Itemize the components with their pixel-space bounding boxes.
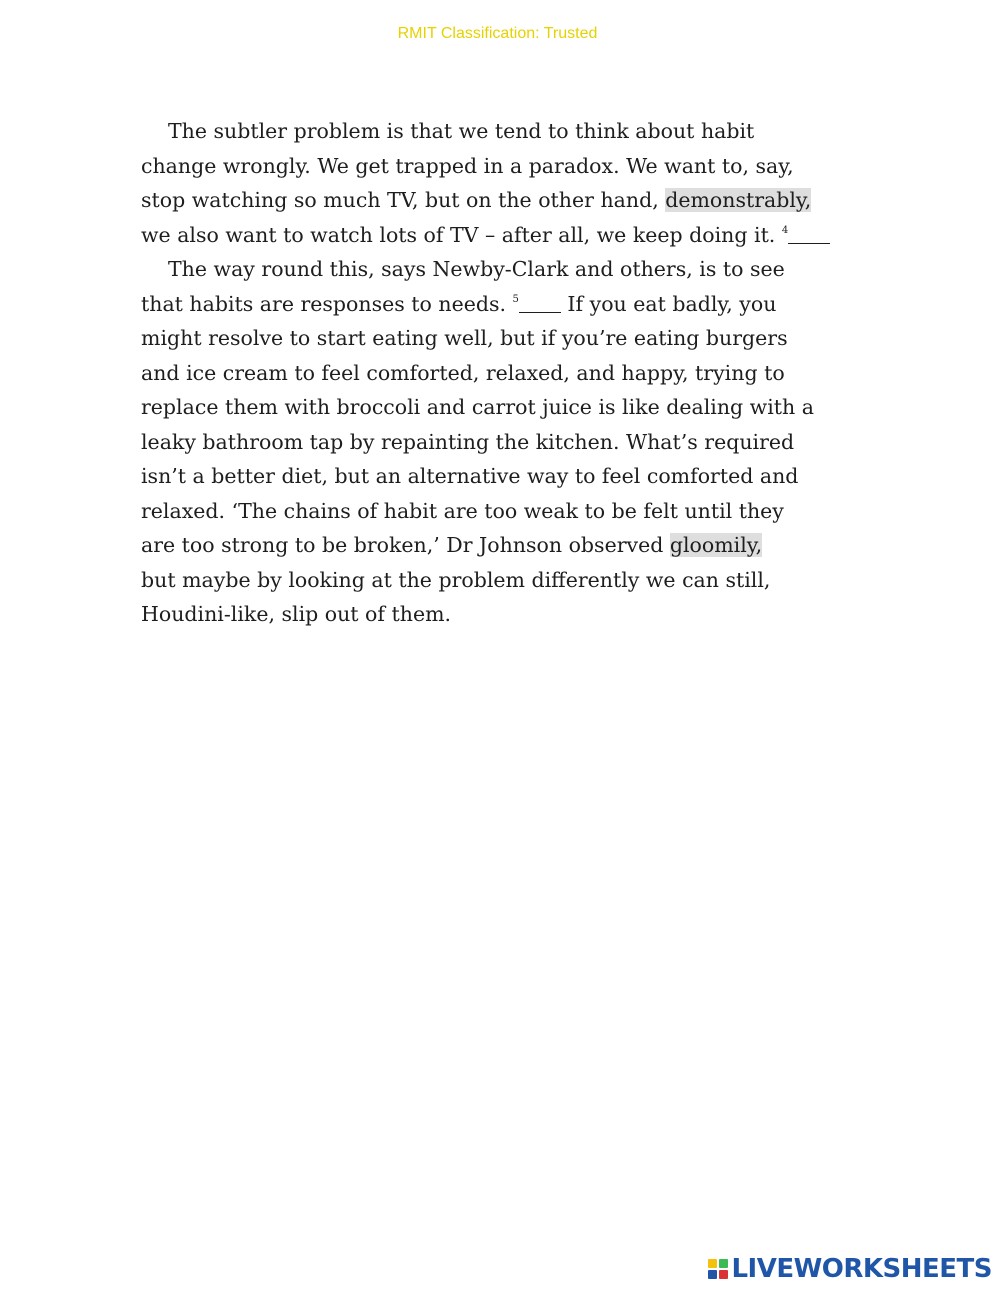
passage-text: leaky bathroom tap by repainting the kitchen. What’s required (141, 429, 795, 454)
answer-blank-4[interactable] (788, 221, 830, 244)
passage-line (141, 425, 881, 460)
passage-line (141, 149, 881, 184)
passage-text: that habits are responses to needs. (141, 291, 513, 316)
passage-line (141, 218, 881, 253)
gap-number-5: 5 (512, 293, 519, 305)
classification-label: RMIT Classification: Trusted (397, 25, 598, 42)
passage-text: relaxed. ‘The chains of habit are too weak to be felt until they (141, 498, 784, 523)
passage-line (141, 356, 881, 391)
reading-passage (141, 114, 881, 632)
passage-line (141, 321, 881, 356)
passage-text: and ice cream to feel comforted, relaxed, and happy, trying to (141, 360, 785, 385)
brand-wordmark: LIVEWORKSHEETS (731, 1254, 992, 1284)
passage-line (141, 563, 881, 598)
passage-line (141, 114, 881, 149)
passage-text: isn’t a better diet, but an alternative way to feel comforted and (141, 464, 799, 488)
logo-tile (708, 1270, 717, 1279)
passage-text: The way round this, says Newby-Clark and others, is to see (168, 257, 785, 281)
passage-text: The subtler problem is that we tend to think about habit (168, 119, 755, 143)
gap-number-4: 4 (781, 224, 789, 236)
passage-text: but maybe by looking at the problem differently we can still, (141, 567, 771, 592)
passage-line (141, 183, 881, 218)
passage-text: might resolve to start eating well, but if you’re eating burgers (141, 326, 788, 350)
passage-text: we also want to watch lots of TV – after all, we keep doing it. (141, 222, 782, 247)
passage-line (141, 252, 881, 287)
passage-text: Houdini-like, slip out of them. (141, 602, 452, 626)
liveworksheets-brand (708, 1251, 992, 1287)
passage-line (141, 287, 881, 322)
liveworksheets-logo-icon (708, 1259, 728, 1279)
answer-blank-5[interactable] (519, 290, 561, 313)
logo-tile (708, 1259, 717, 1268)
logo-tile (719, 1270, 728, 1279)
passage-line (141, 390, 881, 425)
passage-line (141, 528, 881, 563)
highlighted-word-demonstrably: demonstrably, (665, 188, 812, 212)
passage-text: replace them with broccoli and carrot juice is like dealing with a (141, 395, 814, 419)
highlighted-word-gloomily: gloomily, (669, 533, 763, 557)
passage-line (141, 459, 881, 494)
passage-text: stop watching so much TV, but on the other hand, (141, 188, 666, 212)
passage-text: If you eat badly, you (560, 291, 777, 316)
passage-line (141, 494, 881, 529)
passage-text: are too strong to be broken,’ Dr Johnson observed (141, 533, 670, 557)
passage-line (141, 597, 881, 632)
passage-text: change wrongly. We get trapped in a paradox. We want to, say, (141, 153, 794, 178)
logo-tile (719, 1259, 728, 1268)
